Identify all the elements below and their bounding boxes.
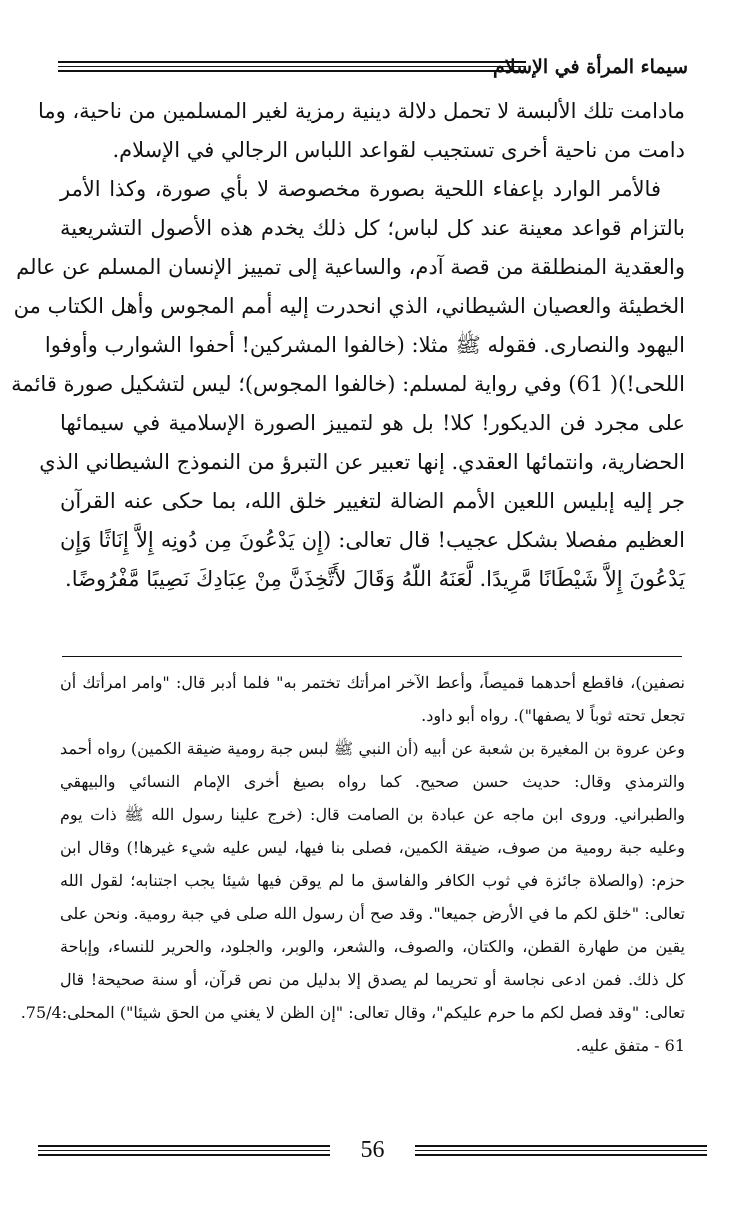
body-line: اللحى!)( 61) وفي رواية لمسلم: (خالفوا المجوس)؛ ليس لتشكيل صورة قائمة: [11, 372, 685, 396]
main-text: [11, 92, 685, 599]
footnote-line: تعالى: "وقد فصل لكم ما حرم عليكم"، وقال تعالى: "إن الظن لا يغني من الحق شيئا") المحلى:75/4.: [20, 1003, 685, 1022]
footnote-line: والترمذي وقال: حديث حسن صحيح. كما رواه بصيغ أخرى الإمام النسائي والبيهقي: [60, 772, 685, 791]
footnote-line: تجعل تحته ثوباً لا يصفها"). رواه أبو داود.: [421, 706, 685, 725]
body-line: الخطيئة والعصيان الشيطاني، الذي انحدرت إليه أمم المجوس وأهل الكتاب من: [13, 294, 685, 318]
footnote-line: وعليه جبة رومية من صوف، ضيقة الكمين، فصلى بنا فيها، ليس عليه شيء غيرها!) وقال ابن: [60, 838, 685, 857]
footnote-61: 61 - متفق عليه.: [575, 1036, 685, 1055]
page-footer: [20, 1132, 725, 1172]
body-line: العظيم مفصلا بشكل عجيب! قال تعالى: (إِن يَدْعُونَ مِن دُونِه إِلاَّ إِنَاثًا وَإِن: [60, 528, 685, 552]
body-line: دامت من ناحية أخرى تستجيب لقواعد اللباس الرجالي في الإسلام.: [112, 138, 685, 162]
body-line: اليهود والنصارى. فقوله ﷺ مثلا: (خالفوا المشركين! أحفوا الشوارب وأوفوا: [44, 333, 685, 357]
page-number: 56: [360, 1137, 385, 1163]
footnote-line: والطبراني. وروى ابن ماجه عن عبادة بن الصامت قال: (خرج علينا رسول الله ﷺ ذات يوم: [60, 805, 685, 824]
footnotes: [20, 666, 686, 1062]
footer-rule-right: [415, 1145, 707, 1156]
running-header: [58, 52, 688, 86]
running-header-title: سيماء المرأة في الإسلام: [492, 56, 688, 78]
body-line: الحضارية، وانتمائها العقدي. إنها تعبير عن التبرؤ من النموذج الشيطاني الذي: [39, 450, 685, 474]
body-line: فالأمر الوارد بإعفاء اللحية بصورة مخصوصة لا بأي صورة، وكذا الأمر: [60, 177, 661, 201]
body-line: بالتزام قواعد معينة عند كل لباس؛ كل ذلك يخدم هذه الأصول التشريعية: [60, 216, 685, 240]
footnote-line: نصفين)، فاقطع أحدهما قميصاً، وأعط الآخر امرأتك تختمر به" فلما أدبر قال: "وامر امرأتك أن: [60, 673, 685, 692]
body-line: يَدْعُونَ إِلاَّ شَيْطَانًا مَّرِيدًا. لَّعَنَهُ اللّهُ وَقَالَ لأَتَّخِذَنَّ مِنْ عِبَادِكَ نَصِيبًا مَّفْرُوضًا.: [65, 567, 685, 591]
body-line: على مجرد فن الديكور! كلا! بل هو لتمييز الصورة الإسلامية في سيمائها: [60, 411, 685, 435]
footnote-separator: [62, 656, 682, 657]
body-line: جر إليه إبليس اللعين الأمم الضالة لتغيير خلق الله، بما حكى عنه القرآن: [60, 489, 685, 513]
footnote-line: وعن عروة بن المغيرة بن شعبة عن أبيه (أن النبي ﷺ لبس جبة رومية ضيقة الكمين) رواه أحمد: [60, 739, 685, 758]
footnote-line: يقين من طهارة القطن، والكتان، والصوف، والشعر، والوبر، والجلود، والحرير للنساء، وإباحة: [60, 937, 685, 956]
body-line: مادامت تلك الألبسة لا تحمل دلالة دينية رمزية لغير المسلمين من ناحية، وما: [37, 99, 685, 123]
footnote-line: تعالى: "خلق لكم ما في الأرض جميعا". وقد صح أن رسول الله صلى في جبة رومية. ونحن على: [60, 904, 685, 923]
header-rule: [58, 61, 526, 72]
footnote-line: حزم: (والصلاة جائزة في ثوب الكافر والفاسق ما لم يوقن فيها شيئا يجب اجتنابه؛ لقول الله: [60, 871, 686, 890]
footnote-line: كل ذلك. فمن ادعى نجاسة أو تحريما لم يصدق إلا بدليل من نص قرآن، أو سنة صحيحة! قال: [60, 970, 685, 989]
body-line: والعقدية المنطلقة من قصة آدم، والساعية إلى تمييز الإنسان المسلم عن عالم: [16, 255, 685, 279]
